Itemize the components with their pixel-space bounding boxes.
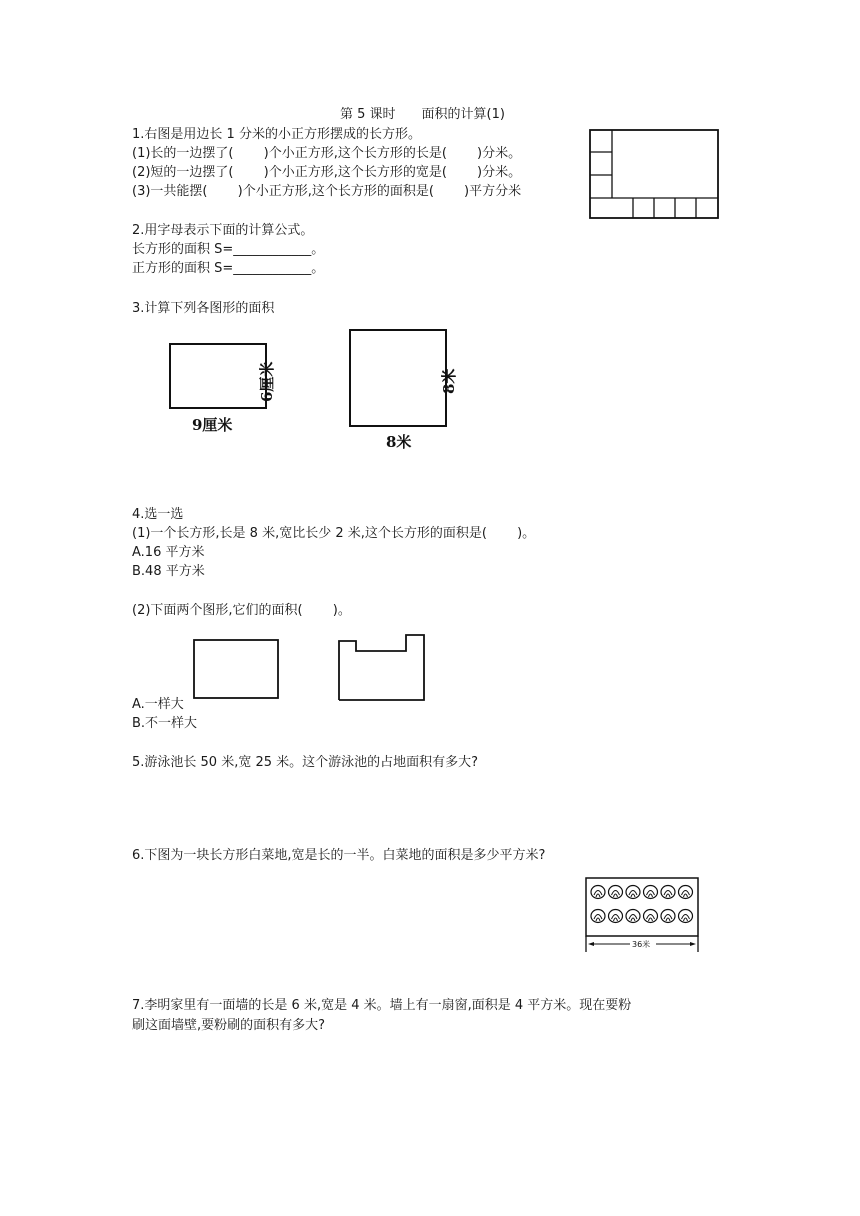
q2-square-formula: 正方形的面积 S=____________。 xyxy=(132,261,325,276)
q4-part2: (2)下面两个图形,它们的面积( )。 xyxy=(132,603,351,618)
q7-line1: 7.李明家里有一面墙的长是 6 米,宽是 4 米。墙上有一扇窗,面积是 4 平方米。现在要粉 xyxy=(132,998,632,1013)
cabbage-icon xyxy=(591,886,605,899)
cabbage-icon xyxy=(644,886,658,899)
q6-cabbage-field xyxy=(584,876,702,956)
cabbage-icon xyxy=(679,886,693,899)
q3-square-bottom-label: 8米 xyxy=(386,433,412,451)
cabbage-icons xyxy=(591,886,693,923)
q3-square-figure xyxy=(346,326,476,456)
cabbage-icon xyxy=(609,886,623,899)
q3-rect-height-label: 6厘米 xyxy=(258,361,276,402)
q3-rectangle-figure xyxy=(166,338,296,438)
q2-stem: 2.用字母表示下面的计算公式。 xyxy=(132,223,314,238)
q3-square-side-label: 8米 xyxy=(440,368,458,394)
cabbage-icon xyxy=(661,886,675,899)
q4-part1-option-a: A.16 平方米 xyxy=(132,545,205,560)
q1-grid-figure xyxy=(588,128,720,220)
cabbage-icon xyxy=(626,886,640,899)
q4-notched-shape xyxy=(336,632,428,702)
q4-part1-option-b: B.48 平方米 xyxy=(132,564,205,579)
q4-part1: (1)一个长方形,长是 8 米,宽比长少 2 米,这个长方形的面积是( )。 xyxy=(132,526,536,541)
q1-line3: (3)一共能摆( )个小正方形,这个长方形的面积是( )平方分米 xyxy=(132,184,522,199)
q4-stem: 4.选一选 xyxy=(132,507,184,522)
q6-length-label: 36米 xyxy=(632,940,651,949)
q1-line2: (2)短的一边摆了( )个小正方形,这个长方形的宽是( )分米。 xyxy=(132,165,522,180)
q2-rect-formula: 长方形的面积 S=____________。 xyxy=(132,242,325,257)
q4-part2-option-a: A.一样大 xyxy=(132,697,184,712)
q4-part2-option-b: B.不一样大 xyxy=(132,716,198,731)
q3-stem: 3.计算下列各图形的面积 xyxy=(132,301,275,316)
cabbage-icon xyxy=(661,910,675,923)
cabbage-icon xyxy=(591,910,605,923)
q4-rectangle-shape xyxy=(192,638,282,702)
q3-rect-width-label: 9厘米 xyxy=(192,416,233,434)
cabbage-icon xyxy=(679,910,693,923)
q7-line2: 刷这面墙壁,要粉刷的面积有多大? xyxy=(132,1018,326,1033)
cabbage-icon xyxy=(609,910,623,923)
q1-stem: 1.右图是用边长 1 分米的小正方形摆成的长方形。 xyxy=(132,127,421,142)
cabbage-icon xyxy=(644,910,658,923)
page-title: 第 5 课时 面积的计算(1) xyxy=(340,107,505,122)
q1-line1: (1)长的一边摆了( )个小正方形,这个长方形的长是( )分米。 xyxy=(132,146,522,161)
cabbage-icon xyxy=(626,910,640,923)
q6-stem: 6.下图为一块长方形白菜地,宽是长的一半。白菜地的面积是多少平方米? xyxy=(132,848,546,863)
q5-stem: 5.游泳池长 50 米,宽 25 米。这个游泳池的占地面积有多大? xyxy=(132,755,479,770)
